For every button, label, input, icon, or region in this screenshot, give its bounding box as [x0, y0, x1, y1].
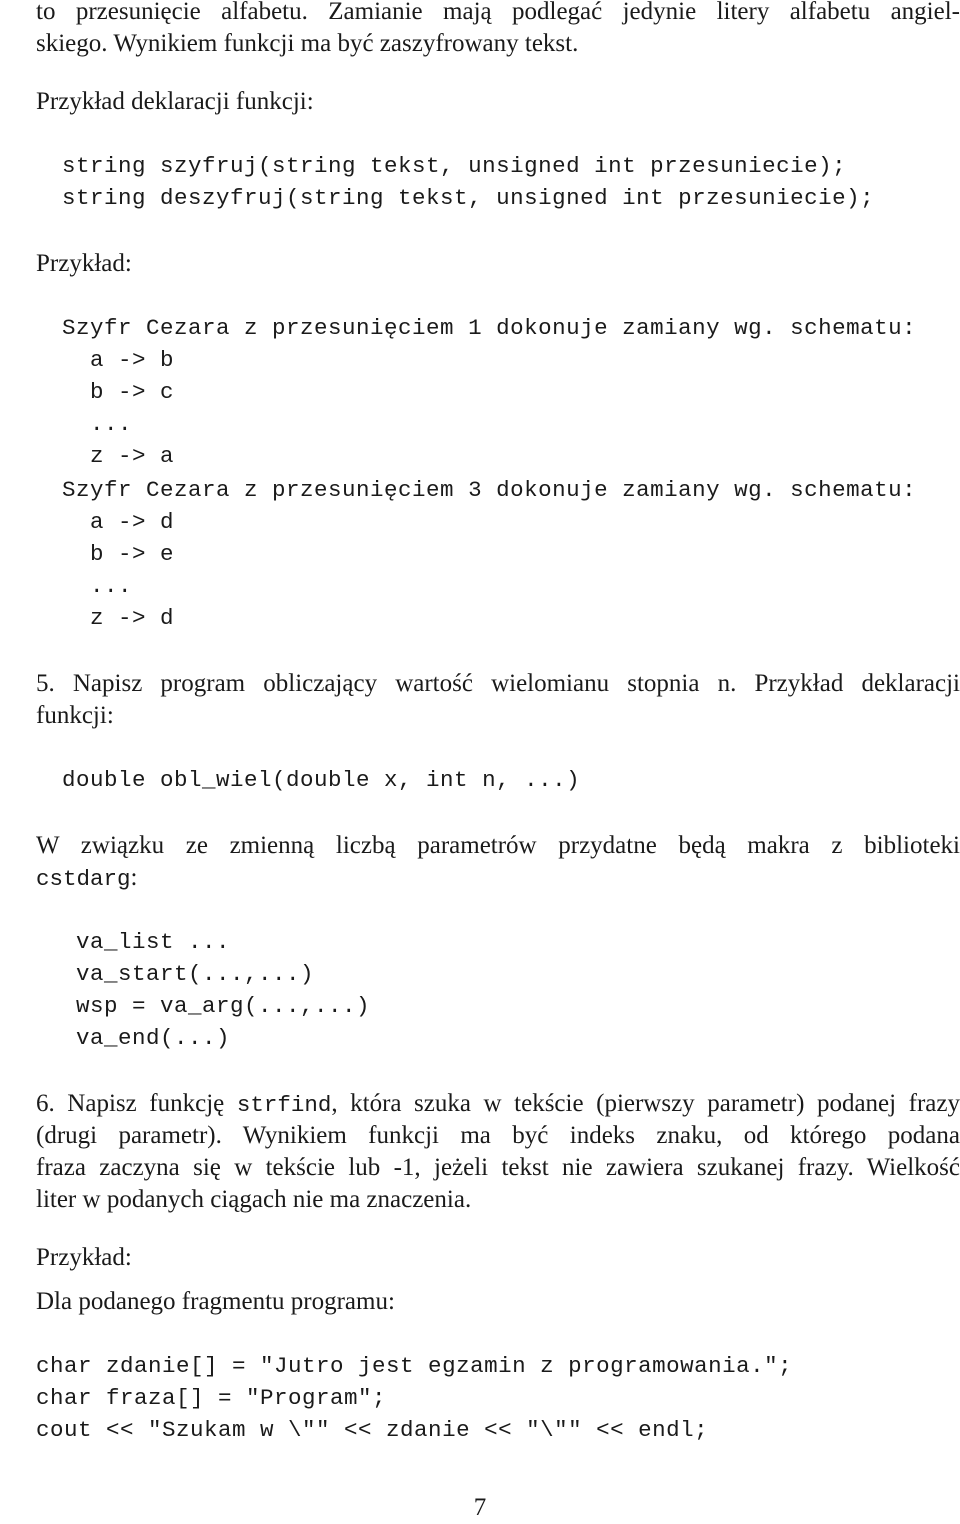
caesar-example-line-2: a -> b	[62, 347, 175, 373]
task6-line-1-pre: 6. Napisz funkcję	[36, 1090, 237, 1117]
caesar-example-line-1: Szyfr Cezara z przesunięciem 1 dokonuje zamiany wg. schematu:	[62, 315, 917, 341]
task5-macro-4: va_end(...)	[76, 1025, 231, 1051]
caesar-example-line-6: Szyfr Cezara z przesunięciem 3 dokonuje zamiany wg. schematu:	[62, 477, 917, 503]
task5-note-colon: :	[130, 864, 138, 891]
task6-code-1: char zdanie[] = "Jutro jest egzamin z programowania.";	[36, 1353, 793, 1379]
task6-line-2: (drugi parametr). Wynikiem funkcji ma być indeks znaku, od którego podana	[36, 1122, 960, 1149]
caesar-decl-label: Przykład deklaracji funkcji:	[36, 88, 314, 115]
task6-line-4: liter w podanych ciągach nie ma znaczenia.	[36, 1186, 472, 1213]
strfind-func: strfind	[236, 1092, 332, 1118]
caesar-decl-code-1: string szyfruj(string tekst, unsigned int przesuniecie);	[62, 153, 847, 179]
caesar-example-line-8: b -> e	[62, 541, 175, 567]
task5-code: double obl_wiel(double x, int n, ...)	[62, 767, 581, 793]
caesar-example-line-4: ...	[62, 411, 133, 437]
page-number: 7	[473, 1494, 487, 1521]
task5-macro-1: va_list ...	[76, 929, 231, 955]
caesar-example-line-10: z -> d	[62, 605, 175, 631]
task5-macro-2: va_start(...,...)	[76, 961, 315, 987]
task6-example-label: Przykład:	[36, 1244, 132, 1271]
task6-code-3: cout << "Szukam w \"" << zdanie << "\"" << endl;	[36, 1417, 709, 1443]
intro-line-2: skiego. Wynikiem funkcji ma być zaszyfrowany tekst.	[36, 30, 579, 57]
task5-line-2: funkcji:	[36, 702, 114, 729]
caesar-example-line-7: a -> d	[62, 509, 175, 535]
task6-fragment-label: Dla podanego fragmentu programu:	[36, 1288, 395, 1315]
task5-note-line-2	[36, 862, 137, 895]
caesar-decl-code-2: string deszyfruj(string tekst, unsigned int przesuniecie);	[62, 185, 875, 211]
task6-line-3: fraza zaczyna się w tekście lub -1, jeżeli tekst nie zawiera szukanej frazy. Wielkość	[36, 1154, 960, 1181]
caesar-example-line-3: b -> c	[62, 379, 175, 405]
task5-macro-3: wsp = va_arg(...,...)	[76, 993, 371, 1019]
task6-line-1	[36, 1088, 960, 1121]
intro-line-1: to przesunięcie alfabetu. Zamianie mają podlegać jedynie litery alfabetu angiel-	[36, 0, 960, 25]
caesar-example-line-5: z -> a	[62, 443, 175, 469]
task5-note-line-1: W związku ze zmienną liczbą parametrów przydatne będą makra z biblioteki	[36, 832, 960, 859]
task5-line-1: 5. Napisz program obliczający wartość wielomianu stopnia n. Przykład deklaracji	[36, 670, 960, 697]
task6-code-2: char fraza[] = "Program";	[36, 1385, 387, 1411]
cstdarg-lib: cstdarg	[36, 866, 131, 892]
caesar-example-line-9: ...	[62, 573, 133, 599]
caesar-example-label: Przykład:	[36, 250, 132, 277]
task6-line-1-post: , która szuka w tekście (pierwszy parametr) podanej frazy	[331, 1090, 960, 1117]
